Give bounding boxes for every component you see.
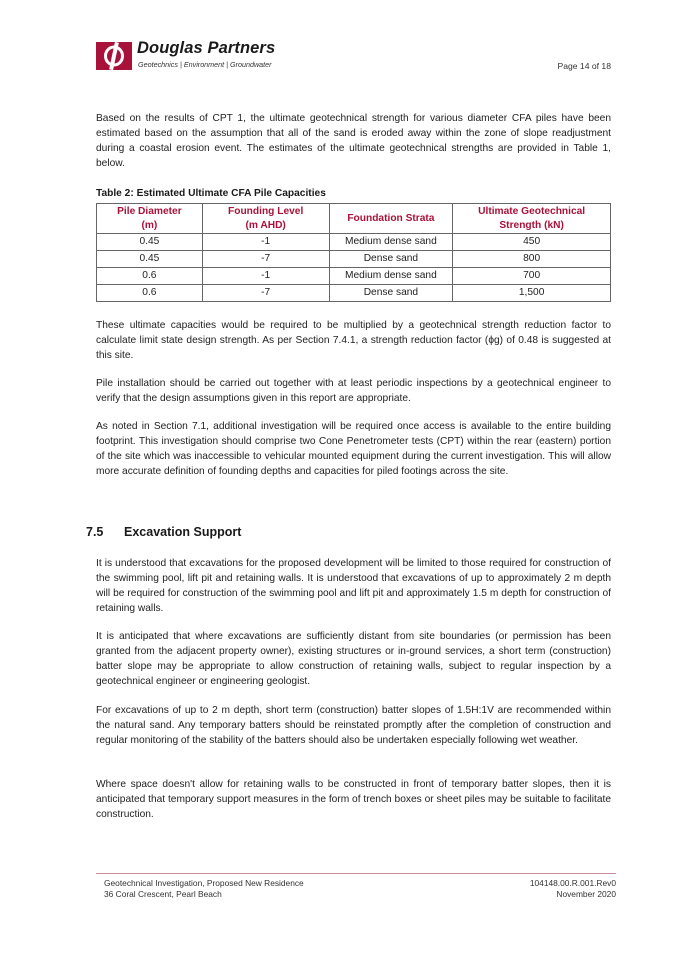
cell-pile-diameter: 0.6 [97,268,203,285]
company-name: Douglas Partners [137,39,276,57]
table-row [97,234,611,251]
footer-report-date: November 2020 [556,889,616,899]
batter-slopes-paragraph: For excavations of up to 2 m depth, short term (construction) batter slopes of 1.5H:1V are recommended within the natural sand. Any temporary batters should be reinstated promptly after the completion of construction and regular monitoring of the stability of the batters should also be undertaken especially following wet weather. [96,705,611,746]
cell-founding-level: -7 [202,285,329,302]
footer-project-info [104,878,304,900]
cell-pile-diameter: 0.6 [97,285,203,302]
section-heading [86,525,241,539]
excavation-scope-paragraph: It is understood that excavations for the proposed development will be limited to those required for construction of the swimming pool, lift pit and retaining walls. It is understood that excavations of up to approximately 2 m depth will be required for construction of the swimming pool and lift pit and approximately 1.5 m depth for construction of retaining walls. [96,558,611,614]
cell-foundation-strata: Dense sand [329,285,453,302]
table-row [97,251,611,268]
footer-project-title: Geotechnical Investigation, Proposed New Residence [104,878,304,888]
section-title: Excavation Support [124,525,242,539]
batter-conditions-paragraph: It is anticipated that where excavations are sufficiently distant from site boundaries (or permission has been granted from the adjacent property owner), existing structures or in-ground services, a short term (construction) batter slope may be appropriate to allow construction of retaining walls, subject to regular inspection by a geotechnical engineer or engineering geologist. [96,631,611,687]
cell-foundation-strata: Dense sand [329,251,453,268]
cell-ultimate-strength: 700 [453,268,611,285]
installation-paragraph: Pile installation should be carried out together with at least periodic inspections by a geotechnical engineer to verify that the design assumptions given in this report are appropriate. [96,378,611,404]
cell-ultimate-strength: 1,500 [453,285,611,302]
cell-ultimate-strength: 800 [453,251,611,268]
cell-foundation-strata: Medium dense sand [329,234,453,251]
cell-founding-level: -7 [202,251,329,268]
header-foundation-strata: Foundation Strata [329,204,453,234]
table-row [97,285,611,302]
cell-foundation-strata: Medium dense sand [329,268,453,285]
footer-divider [96,873,616,874]
header-pile-diameter: Pile Diameter (m) [97,204,203,234]
intro-paragraph: Based on the results of CPT 1, the ultimate geotechnical strength for various diameter CFA piles have been estimated based on the assumption that all of the sand is eroded away within the zone of slope readjustment during a coastal erosion event. The estimates of the ultimate geotechnical strengths are provided in Table 1, below. [96,113,611,169]
cell-founding-level: -1 [202,268,329,285]
page-header [96,40,611,74]
further-investigation-paragraph: As noted in Section 7.1, additional investigation will be required once access is available to the entire building footprint. This investigation should comprise two Cone Penetrometer tests (CPT) within the rear (eastern) portion of the site which was inaccessible to vehicular mounted equipment during the current investigation. This will allow more accurate definition of founding depths and capacities for piled footings across the site. [96,421,611,477]
pile-capacity-table [96,203,611,302]
table-row [97,268,611,285]
dp-logo-icon [96,40,132,70]
page-number: Page 14 of 18 [557,61,611,71]
header-ultimate-strength: Ultimate Geotechnical Strength (kN) [453,204,611,234]
cell-ultimate-strength: 450 [453,234,611,251]
cell-founding-level: -1 [202,234,329,251]
footer-report-info [530,878,616,900]
section-number: 7.5 [86,525,104,539]
header-founding-level: Founding Level (m AHD) [202,204,329,234]
temporary-support-paragraph: Where space doesn't allow for retaining walls to be constructed in front of temporary batter slopes, then it is anticipated that temporary support measures in the form of trench boxes or sheet piles may be suitable to facilitate construction. [96,779,611,820]
footer-report-number: 104148.00.R.001.Rev0 [529,878,616,888]
footer-project-address: 36 Coral Crescent, Pearl Beach [104,889,222,899]
cell-pile-diameter: 0.45 [97,251,203,268]
company-tagline: Geotechnics | Environment | Groundwater [138,60,272,69]
table-header-row [97,204,611,234]
table-caption: Table 2: Estimated Ultimate CFA Pile Capacities [96,188,326,199]
capacities-paragraph: These ultimate capacities would be required to be multiplied by a geotechnical strength reduction factor to calculate limit state design strength. As per Section 7.4.1, a strength reduction factor (ϕg) of 0.48 is suggested at this site. [96,320,611,361]
cell-pile-diameter: 0.45 [97,234,203,251]
